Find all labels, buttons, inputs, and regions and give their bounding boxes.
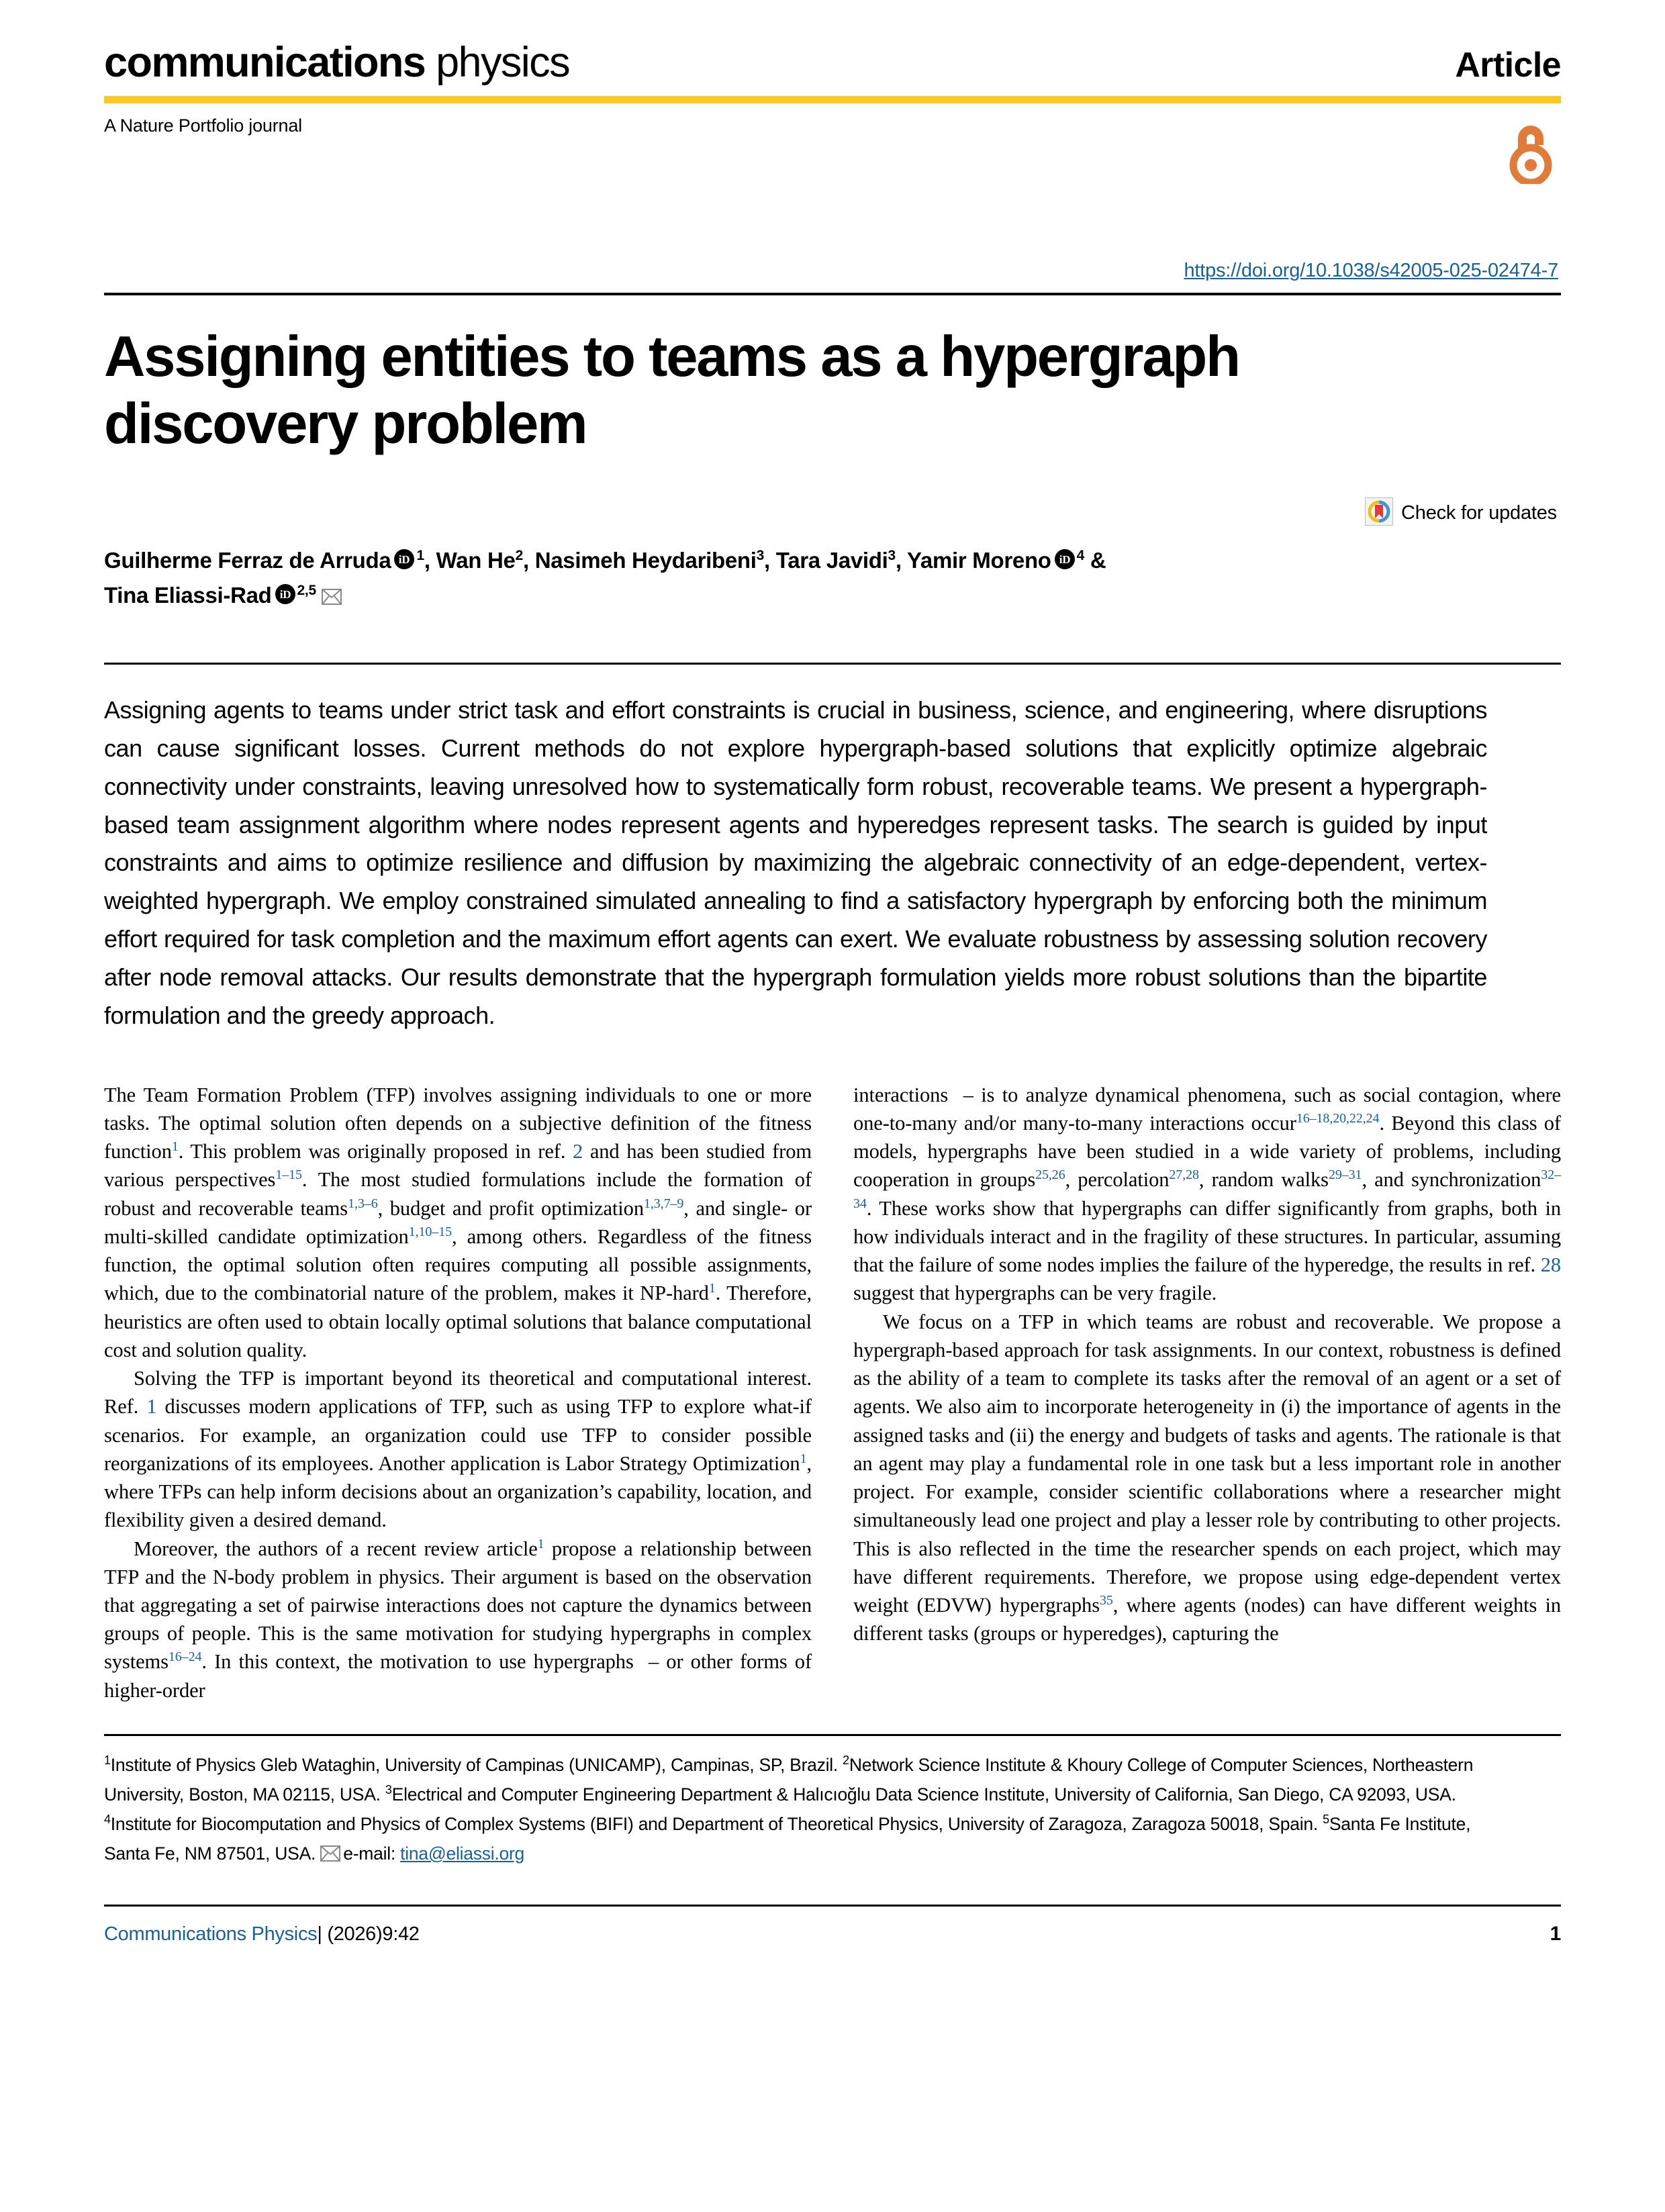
svg-text:iD: iD: [279, 587, 291, 601]
portfolio-row: [104, 115, 1561, 187]
author-affiliation-marker: 4: [1076, 547, 1085, 563]
journal-name-light: physics: [436, 39, 569, 86]
footer-citation: [104, 1923, 420, 1945]
body-column-left: [104, 1081, 812, 1704]
svg-text:iD: iD: [399, 552, 410, 566]
footer-citation-text: | (2026)9:42: [317, 1923, 420, 1945]
orcid-icon[interactable]: [275, 580, 295, 614]
corresponding-author-envelope-icon[interactable]: [322, 581, 342, 614]
author-name: Wan He: [436, 547, 516, 573]
journal-logo: [104, 39, 569, 86]
author-name: Yamir Moreno: [907, 547, 1051, 573]
author-affiliation-marker: 2: [515, 547, 523, 563]
email-envelope-icon[interactable]: [320, 1841, 340, 1871]
body-columns: [104, 1081, 1561, 1704]
orcid-icon[interactable]: [394, 545, 414, 579]
journal-name-bold: communications: [104, 39, 426, 86]
affiliations-top-rule: [104, 1734, 1561, 1736]
body-paragraph: interactions – is to analyze dynamical phenomena, such as social contagion, where one-to-many and/or many-to-many interactions occur$^{16-18,20,22,24}$. Beyond this class of models, hypergraphs have been studied in a wide variety of problems, including cooperation in groups$^{25,26}$, percolation$^{27,28}$, random walks$^{29-31}$, and synchronization$^{32-34}$. These works show that hypergraphs can differ significantly from graphs, both in how individuals interact and in the fragility of these structures. In particular, assuming that the failure of some nodes implies the failure of the hyperedge, the results in ref. 28 suggest that hypergraphs can be very fragile.: [853, 1083, 1562, 1305]
author-name: Tara Javidi: [775, 547, 888, 573]
article-type-label: Article: [1455, 46, 1561, 85]
page-footer: [104, 1923, 1561, 1945]
author-affiliation-marker: 3: [888, 547, 896, 563]
body-paragraph: Solving the TFP is important beyond its theoretical and computational interest. Ref. 1 discusses modern applications of TFP, such as using TFP to explore what-if scenarios. For example, an organization could use TFP to consider possible reorganizations of its employees. Another application is Labor Strategy Optimization$^1$, where TFPs can help inform decisions about an organization’s capability, location, and flexibility given a desired demand.: [104, 1367, 812, 1532]
body-paragraph: We focus on a TFP in which teams are robust and recoverable. We propose a hypergraph-based approach for task assignments. In our context, robustness is defined as the ability of a team to complete its tasks after the removal of an agent or a set of agents. We also aim to incorporate heterogeneity in (i) the importance of agents in the assigned tasks and (ii) the energy and budgets of tasks and agents. The rationale is that an agent may play a fundamental role in one task but a less important role in another project. For example, consider scientific collaborations where a researcher might simultaneously lead one project and play a lesser role by contributing to other projects. This is also reflected in the time the researcher spends on each project, which may have different requirements. Therefore, we propose using edge-dependent vertex weight (EDVW) hypergraphs$^{35}$, where agents (nodes) can have different weights in different tasks (groups or hyperedges), capturing the: [853, 1310, 1561, 1645]
authors-line-2: [104, 579, 1561, 614]
author-affiliation-marker: 2,5: [297, 582, 316, 598]
footer-rule: [104, 1905, 1561, 1907]
footer-page-number: 1: [1550, 1922, 1561, 1945]
page-title: Assigning entities to teams as a hypergraph discovery problem: [104, 325, 1239, 456]
author-affiliation-marker: 1: [416, 547, 424, 563]
body-paragraph: The Team Formation Problem (TFP) involves assigning individuals to one or more tasks. The optimal solution often depends on a subjective definition of the fitness function$^1$. This problem was originally proposed in ref. 2 and has been studied from various perspectives$^{1-15}$. The most studied formulations include the formation of robust and recoverable teams$^{1,3-6}$, budget and profit optimization$^{1,3,7-9}$, and single- or multi-skilled candidate optimization$^{1,10-15}$, among others. Regardless of the fitness function, the optimal solution often requires computing all possible assignments, which, due to the combinatorial nature of the problem, makes it NP-hard$^1$. Therefore, heuristics are often used to obtain locally optimal solutions that balance computational cost and solution quality.: [104, 1083, 812, 1361]
email-label: e-mail:: [343, 1843, 401, 1864]
email-link[interactable]: tina@eliassi.org: [400, 1843, 525, 1864]
author-name: Guilherme Ferraz de Arruda: [104, 547, 391, 573]
abstract-top-rule: [104, 663, 1561, 665]
footer-journal-name[interactable]: Communications Physics: [104, 1923, 318, 1945]
authors-line-1: Guilherme Ferraz de Arruda iD $^1$, Wan He$^2$, Nasimeh Heydaribeni$^3$, Tara Javidi$^3$, Yamir Moreno iD $^4$ &: [104, 544, 1561, 579]
author-name: Nasimeh Heydaribeni: [534, 547, 757, 573]
body-paragraph: Moreover, the authors of a recent review article$^1$ propose a relationship between TFP and the N-body problem in physics. Their argument is based on the observation that aggregating a set of pairwise interactions does not capture the dynamics between groups of people. This is the same motivation for studying hypergraphs in complex systems$^{16-24}$. In this context, the motivation to use hypergraphs – or other forms of higher-order: [104, 1536, 812, 1702]
author-affiliation-marker: 3: [756, 547, 765, 563]
masthead: [104, 0, 1561, 84]
affiliations-block: $^1$Institute of Physics Gleb Wataghin, University of Campinas (UNICAMP), Campinas, SP, Brazil. $^2$Network Science Institute & Khoury College of Computer Sciences, Northeastern University, Boston, MA 02115, USA. $^3$Electrical and Computer Engineering Department & Halıcıoğlu Data Science Institute, University of California, San Diego, CA 92093, USA. $^4$Institute for Biocomputation and Physics of Complex Systems (BIFI) and Department of Theoretical Physics, University of Zaragoza, Zaragoza 50018, Spain. $^5$Santa Fe Institute, Santa Fe, NM 87501, USA. e-mail: tina@eliassi.org: [104, 1751, 1501, 1871]
svg-text:iD: iD: [1059, 552, 1070, 566]
body-column-right: [853, 1081, 1561, 1704]
doi-row: [104, 260, 1561, 282]
open-access-lock-icon: [1505, 122, 1557, 187]
abstract-text: Assigning agents to teams under strict task and effort constraints is crucial in business, science, and engineering, where disruptions can cause significant losses. Current methods do not explore hypergraph-based solutions that explicitly optimize algebraic connectivity under constraints, leaving unresolved how to systematically form robust, recoverable teams. We present a hypergraph-based team assignment algorithm where nodes represent agents and hyperedges represent tasks. The search is guided by input constraints and aims to optimize resilience and diffusion by maximizing the algebraic connectivity of an edge-dependent, vertex-weighted hypergraph. We employ constrained simulated annealing to find a satisfactory hypergraph by enforcing both the minimum effort required for task completion and the maximum effort agents can exert. We evaluate robustness by assessing solution recovery after node removal attacks. Our results demonstrate that the hypergraph formulation yields more robust solutions than the bipartite formulation and the greedy approach.: [104, 695, 1487, 1029]
crossmark-label: Check for updates: [1401, 501, 1557, 524]
authors-block: [104, 544, 1561, 614]
crossmark-badge-icon: [1365, 497, 1393, 529]
title-top-rule: [104, 293, 1561, 295]
portfolio-tagline: A Nature Portfolio journal: [104, 115, 302, 136]
doi-link[interactable]: https://doi.org/10.1038/s42005-025-02474-7: [1184, 260, 1558, 281]
author-name: Tina Eliassi-Rad: [104, 582, 272, 608]
crossmark-badge[interactable]: [104, 497, 1561, 529]
orcid-icon[interactable]: [1055, 545, 1075, 579]
brand-yellow-rule: [104, 96, 1561, 103]
